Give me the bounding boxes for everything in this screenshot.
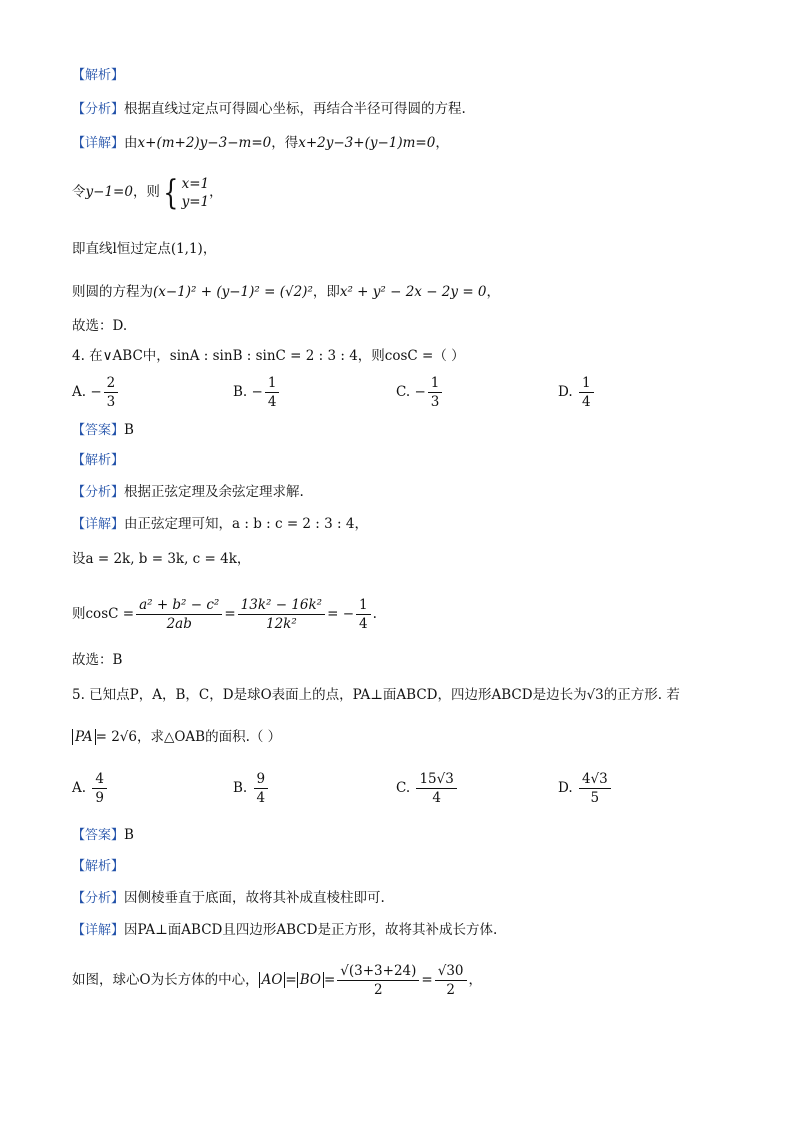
option-sign: −	[90, 384, 102, 400]
q4-cos-line: 则cosC = $\frac{\text{a² + b² − c²}}{2ab}$ = $\frac{\text{13k² − 16k²}}{\text{12k²}}$ = − $\frac{1}{4}$ .	[72, 597, 377, 632]
q4-answer-value: B	[124, 422, 134, 438]
q4-option-d	[558, 374, 596, 411]
option-numerator: 1	[428, 374, 443, 393]
q5-detail-line	[72, 920, 497, 941]
jiexi-label-1: 【解析】	[72, 68, 125, 83]
fraction-3-numerator: 1	[356, 596, 371, 615]
option-denominator: 3	[106, 394, 116, 410]
equals-3: =	[421, 972, 433, 988]
fraction-1-denominator: 2	[374, 982, 383, 998]
q5-answer-line	[72, 825, 134, 846]
system-eq-2: y=1	[181, 193, 210, 210]
equation-1: x+(m+2)y−3−m=0	[137, 135, 272, 151]
daan-label: 【答案】	[72, 828, 125, 843]
q5-detail-text: 因PA⊥面ABCD且四边形ABCD是正方形，故将其补成长方体.	[124, 922, 498, 938]
jiexi-label-2: 【解析】	[72, 453, 125, 468]
circle-suffix: ，	[486, 284, 501, 300]
q5-answer-value: B	[124, 827, 134, 843]
option-denominator: 4	[432, 790, 441, 806]
option-numerator: 2	[104, 374, 119, 393]
fraction-2-denominator: 2	[446, 982, 455, 998]
xiangjie-label: 【详解】	[72, 136, 125, 151]
option-label: A.	[72, 384, 87, 400]
fraction-1-numerator: √(3+3+24)	[337, 962, 419, 981]
option-label: A.	[72, 780, 87, 796]
abs-ao: AO	[259, 972, 286, 988]
center-suffix: ，	[468, 972, 482, 988]
abs-pa: PA	[72, 729, 96, 745]
let-prefix: 令	[72, 184, 86, 200]
option-label: B.	[233, 780, 248, 796]
q4-option-b	[233, 374, 281, 411]
analysis-text: 根据直线过定点可得圆心坐标，再结合半径可得圆的方程.	[124, 101, 466, 117]
xiangjie-label: 【详解】	[72, 923, 125, 938]
q5-analysis-line	[72, 888, 385, 909]
q4-detail-line	[72, 514, 368, 535]
q5-option-b	[233, 770, 270, 807]
q4-analysis-line	[72, 482, 304, 503]
fixed-point-line: 即直线l恒过定点(1,1)，	[72, 241, 217, 257]
daan-label: 【答案】	[72, 423, 125, 438]
detail-suffix: ，	[435, 135, 449, 151]
option-label: D.	[558, 780, 573, 796]
fraction-2-numerator: 13k² − 16k²	[238, 596, 325, 615]
jiexi-label-3: 【解析】	[72, 859, 125, 874]
system-eq-1: x=1	[181, 175, 210, 192]
option-sign: −	[251, 384, 263, 400]
option-denominator: 3	[430, 394, 440, 410]
option-numerator: 4	[92, 770, 107, 789]
equals-negative: = −	[327, 606, 355, 622]
equals-2: =	[323, 972, 336, 988]
option-numerator: 4√3	[579, 770, 611, 789]
let-suffix: ，	[209, 184, 223, 200]
xiangjie-label: 【详解】	[72, 517, 125, 532]
detail-prefix: 由	[124, 135, 138, 151]
center-prefix: 如图，球心O为长方体的中心，	[72, 972, 259, 988]
fraction-2-numerator: √30	[435, 962, 467, 981]
q5-analysis-text: 因侧棱垂直于底面，故将其补成直棱柱即可.	[124, 890, 385, 906]
question-4-stem: 4. 在∨ABC中，sinA : sinB : sinC = 2 : 3 : 4，则cosC =（ ）	[72, 348, 465, 364]
q4-answer-line	[72, 420, 134, 441]
circle-line	[72, 282, 500, 302]
q4-analysis-text: 根据正弦定理及余弦定理求解.	[124, 484, 304, 500]
option-denominator: 4	[267, 394, 277, 410]
q4-set-line: 设a = 2k, b = 3k, c = 4k，	[72, 551, 251, 567]
option-denominator: 9	[95, 790, 104, 806]
option-label: B.	[233, 384, 248, 400]
option-denominator: 4	[581, 394, 591, 410]
answer-choice-1: 故选：D.	[72, 318, 128, 334]
circle-equation-2: x² + y² − 2x − 2y = 0	[339, 284, 487, 300]
q5-option-c	[396, 770, 459, 807]
circle-mid: ，即	[312, 284, 340, 300]
abs-bo: BO	[297, 972, 324, 988]
option-denominator: 5	[590, 790, 600, 806]
q4-option-a	[72, 374, 120, 411]
circle-equation: (x−1)² + (y−1)² = (√2)²	[153, 284, 313, 300]
fenxi-label: 【分析】	[72, 485, 125, 500]
stem-2-text: = 2√6，求△OAB的面积.（ ）	[95, 729, 282, 745]
option-numerator: 9	[254, 770, 269, 789]
fraction-1-numerator: a² + b² − c²	[136, 596, 222, 615]
let-equation: y−1=0	[85, 184, 133, 200]
option-numerator: 1	[265, 374, 280, 393]
option-numerator: 1	[579, 374, 594, 393]
let-line	[72, 172, 223, 212]
option-denominator: 4	[256, 790, 266, 806]
option-sign: −	[414, 384, 426, 400]
q5-option-d	[558, 770, 613, 807]
cos-prefix: 则cosC =	[72, 606, 135, 622]
option-numerator: 15√3	[416, 770, 456, 789]
analysis-line-1	[72, 99, 466, 120]
cos-end: .	[372, 606, 377, 622]
detail-line-1	[72, 133, 449, 154]
option-label: D.	[558, 384, 573, 400]
q4-detail-text: 由正弦定理可知，a : b : c = 2 : 3 : 4，	[124, 516, 368, 532]
fenxi-label: 【分析】	[72, 102, 125, 117]
question-5-stem-2	[72, 727, 281, 747]
equation-2: x+2y−3+(y−1)m=0	[298, 135, 436, 151]
equation-system	[182, 175, 210, 211]
q4-option-c	[396, 374, 444, 411]
fraction-1-denominator: 2ab	[166, 616, 192, 632]
q5-option-a	[72, 770, 109, 807]
fraction-2-denominator: 12k²	[265, 616, 297, 632]
question-5-stem-1: 5. 已知点P，A，B，C，D是球O表面上的点，PA⊥面ABCD，四边形ABCD是边长为√3的正方形. 若	[72, 687, 680, 703]
option-label: C.	[396, 780, 411, 796]
fraction-3-denominator: 4	[359, 616, 368, 632]
circle-prefix: 则圆的方程为	[72, 284, 153, 300]
q4-answer-choice: 故选：B	[72, 652, 123, 668]
q5-center-line	[72, 958, 482, 1002]
detail-mid: ，得	[271, 135, 299, 151]
fenxi-label: 【分析】	[72, 891, 125, 906]
let-mid: ，则	[132, 184, 160, 200]
system-brace: {	[163, 172, 179, 213]
equals-1: =	[285, 972, 297, 988]
option-label: C.	[396, 384, 411, 400]
